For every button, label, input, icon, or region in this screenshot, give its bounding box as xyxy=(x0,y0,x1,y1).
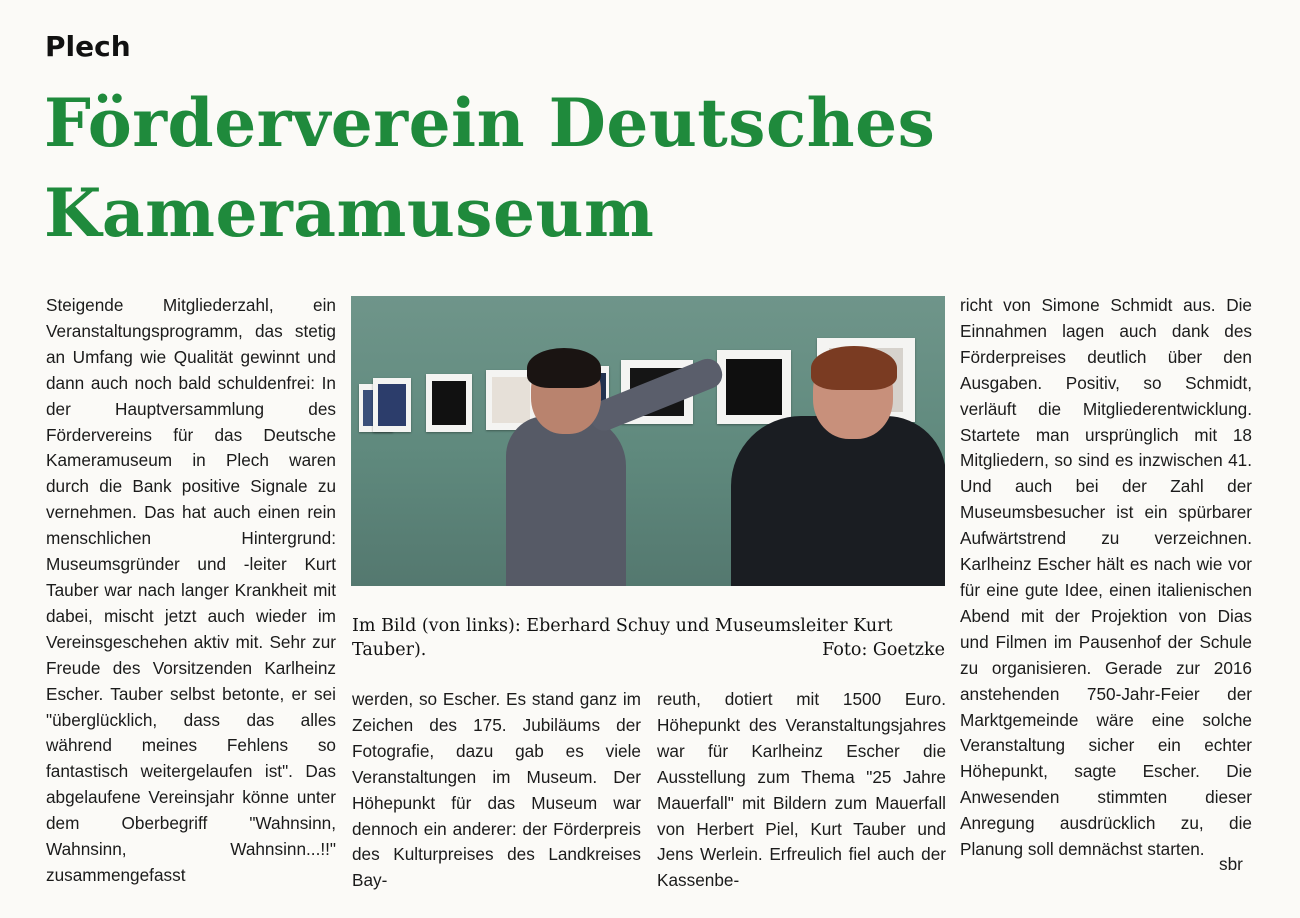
exhibit-frame xyxy=(426,374,472,432)
person-left xyxy=(506,416,626,586)
headline xyxy=(44,78,935,258)
headline-line-1: Förderverein Deutsches xyxy=(44,84,936,162)
author-signature: sbr xyxy=(1219,854,1243,874)
location-label: Plech xyxy=(45,30,131,63)
article-column-1 xyxy=(46,293,336,889)
column-1-text: Steigende Mitgliederzahl, ein Veranstaltungsprogramm, das stetig an Umfang wie Qualität gewinnt und dann auch noch bald schuldenfrei: In der Hauptversammlung des Fördervereins für das Deutsche Kameramuseum in Plech waren durch die Bank positive Signale zu vernehmen. Das hat auch einen rein menschlichen Hintergrund: Museumsgründer und -leiter Kurt Tauber war nach langer Krankheit mit dabei, mischt jetzt auch wieder im Vereinsgeschehen aktiv mit. Sehr zur Freude des Vorsitzenden Karlheinz Escher. Tauber selbst betonte, er sei "überglücklich, dass das alles während meines Fehlens so fantastisch weitergelaufen ist". Das abgelaufene Vereinsjahr könne unter dem Oberbegriff "Wahnsinn, Wahnsinn, Wahnsinn...!!" zusammengefasst xyxy=(46,295,336,885)
photo-credit: Foto: Goetzke xyxy=(822,640,945,660)
photo-caption: Im Bild (von links): Eberhard Schuy und Museumsleiter Kurt Tauber). xyxy=(352,616,893,660)
person-right xyxy=(731,416,945,586)
person-left-hair xyxy=(527,348,601,388)
headline-line-2: Kameramuseum xyxy=(44,174,655,252)
article-column-3 xyxy=(657,687,946,894)
column-3-text: reuth, dotiert mit 1500 Euro. Höhepunkt des Veranstaltungsjahres war für Karlheinz Escher die Ausstellung zum Thema "25 Jahre Mauerfall" mit Bildern zum Mauerfall von Herbert Piel, Kurt Tauber und Jens Werlein. Erfreulich fiel auch der Kassenbe- xyxy=(657,689,946,891)
article-photo xyxy=(351,296,945,586)
exhibit-frame xyxy=(373,378,411,432)
person-right-hair xyxy=(811,346,897,390)
column-2-text: werden, so Escher. Es stand ganz im Zeichen des 175. Jubiläums der Fotografie, dazu gab es viele Veranstaltungen im Museum. Der Höhepunkt für das Museum war dennoch ein anderer: der Förderpreis des Kulturpreises des Landkreises Bay- xyxy=(352,689,641,891)
article-column-2 xyxy=(352,687,641,894)
exhibit-frame xyxy=(717,350,791,424)
column-4-text: richt von Simone Schmidt aus. Die Einnahmen lagen auch dank des Förderpreises deutlich über den Ausgaben. Positiv, so Schmidt, verläuft die Mitgliederentwicklung. Startete man ursprünglich mit 18 Mitgliedern, so sind es inzwischen 41. Und auch bei der Zahl der Museumsbesucher ist ein spürbarer Aufwärtstrend zu verzeichnen. Karlheinz Escher hält es nach wie vor für eine gute Idee, einen italienischen Abend mit der Projektion von Dias und Filmen im Pausenhof der Schule zu organisieren. Gerade zur 2016 anstehenden 750-Jahr-Feier der Marktgemeinde wäre eine solche Veranstaltung sicher ein echter Höhepunkt, sagte Escher. Die Anwesenden stimmten dieser Anregung ausdrücklich zu, die Planung soll demnächst starten. xyxy=(960,295,1252,860)
article-column-4 xyxy=(960,293,1252,863)
